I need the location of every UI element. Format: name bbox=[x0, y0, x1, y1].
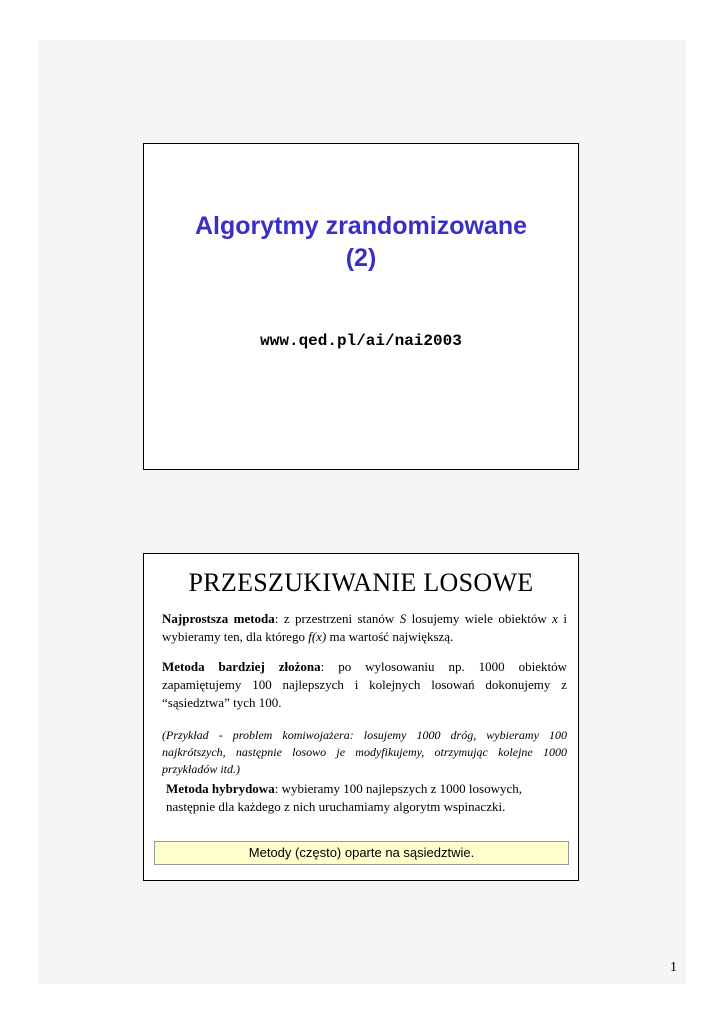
slide-title-heading bbox=[144, 210, 578, 274]
variable-s: S bbox=[399, 611, 407, 626]
term-hybrid-method: Metoda hybrydowa bbox=[166, 781, 275, 796]
text: : z przestrzeni stanów bbox=[274, 611, 400, 626]
term-simplest-method: Najprostsza metoda bbox=[162, 611, 275, 626]
term-complex-method: Metoda bardziej złożona bbox=[162, 659, 321, 674]
highlight-note: Metody (często) oparte na sąsiedztwie. bbox=[154, 841, 569, 865]
text: : wybieramy 100 najlepszych z 1000 losowych, następnie dla każdego z nich uruchamiamy algorytm wspinaczki. bbox=[166, 781, 523, 814]
slide-random-search bbox=[143, 553, 579, 881]
paragraph-example: (Przykład - problem komiwojażera: losujemy 1000 dróg, wybieramy 100 najkrótszych, następnie losowo je modyfikujemy, otrzymując kolejne 1000 przykładów itd.) bbox=[162, 728, 567, 776]
text: ma wartość największą. bbox=[326, 629, 454, 644]
variable-x: x bbox=[552, 611, 558, 626]
slide-heading: PRZESZUKIWANIE LOSOWE bbox=[188, 568, 534, 597]
paragraph-hybrid-method bbox=[166, 780, 566, 816]
paragraph-simplest-method bbox=[162, 610, 567, 646]
paragraph-complex-method bbox=[162, 658, 567, 712]
title-line-1: Algorytmy zrandomizowane bbox=[195, 212, 527, 240]
text: : po wylosowaniu np. 1000 obiektów zapamiętujemy 100 najlepszych i kolejnych losowań dokonujemy z “sąsiedztwa” tych 100. bbox=[162, 659, 567, 710]
function-fx: f(x) bbox=[308, 629, 327, 644]
slide-title bbox=[143, 143, 579, 470]
text: i wybieramy ten, dla którego bbox=[162, 611, 567, 644]
page-number: 1 bbox=[670, 960, 677, 975]
course-url: www.qed.pl/ai/nai2003 bbox=[260, 332, 462, 350]
text: losujemy wiele obiektów bbox=[406, 611, 553, 626]
title-line-2: (2) bbox=[345, 244, 377, 272]
